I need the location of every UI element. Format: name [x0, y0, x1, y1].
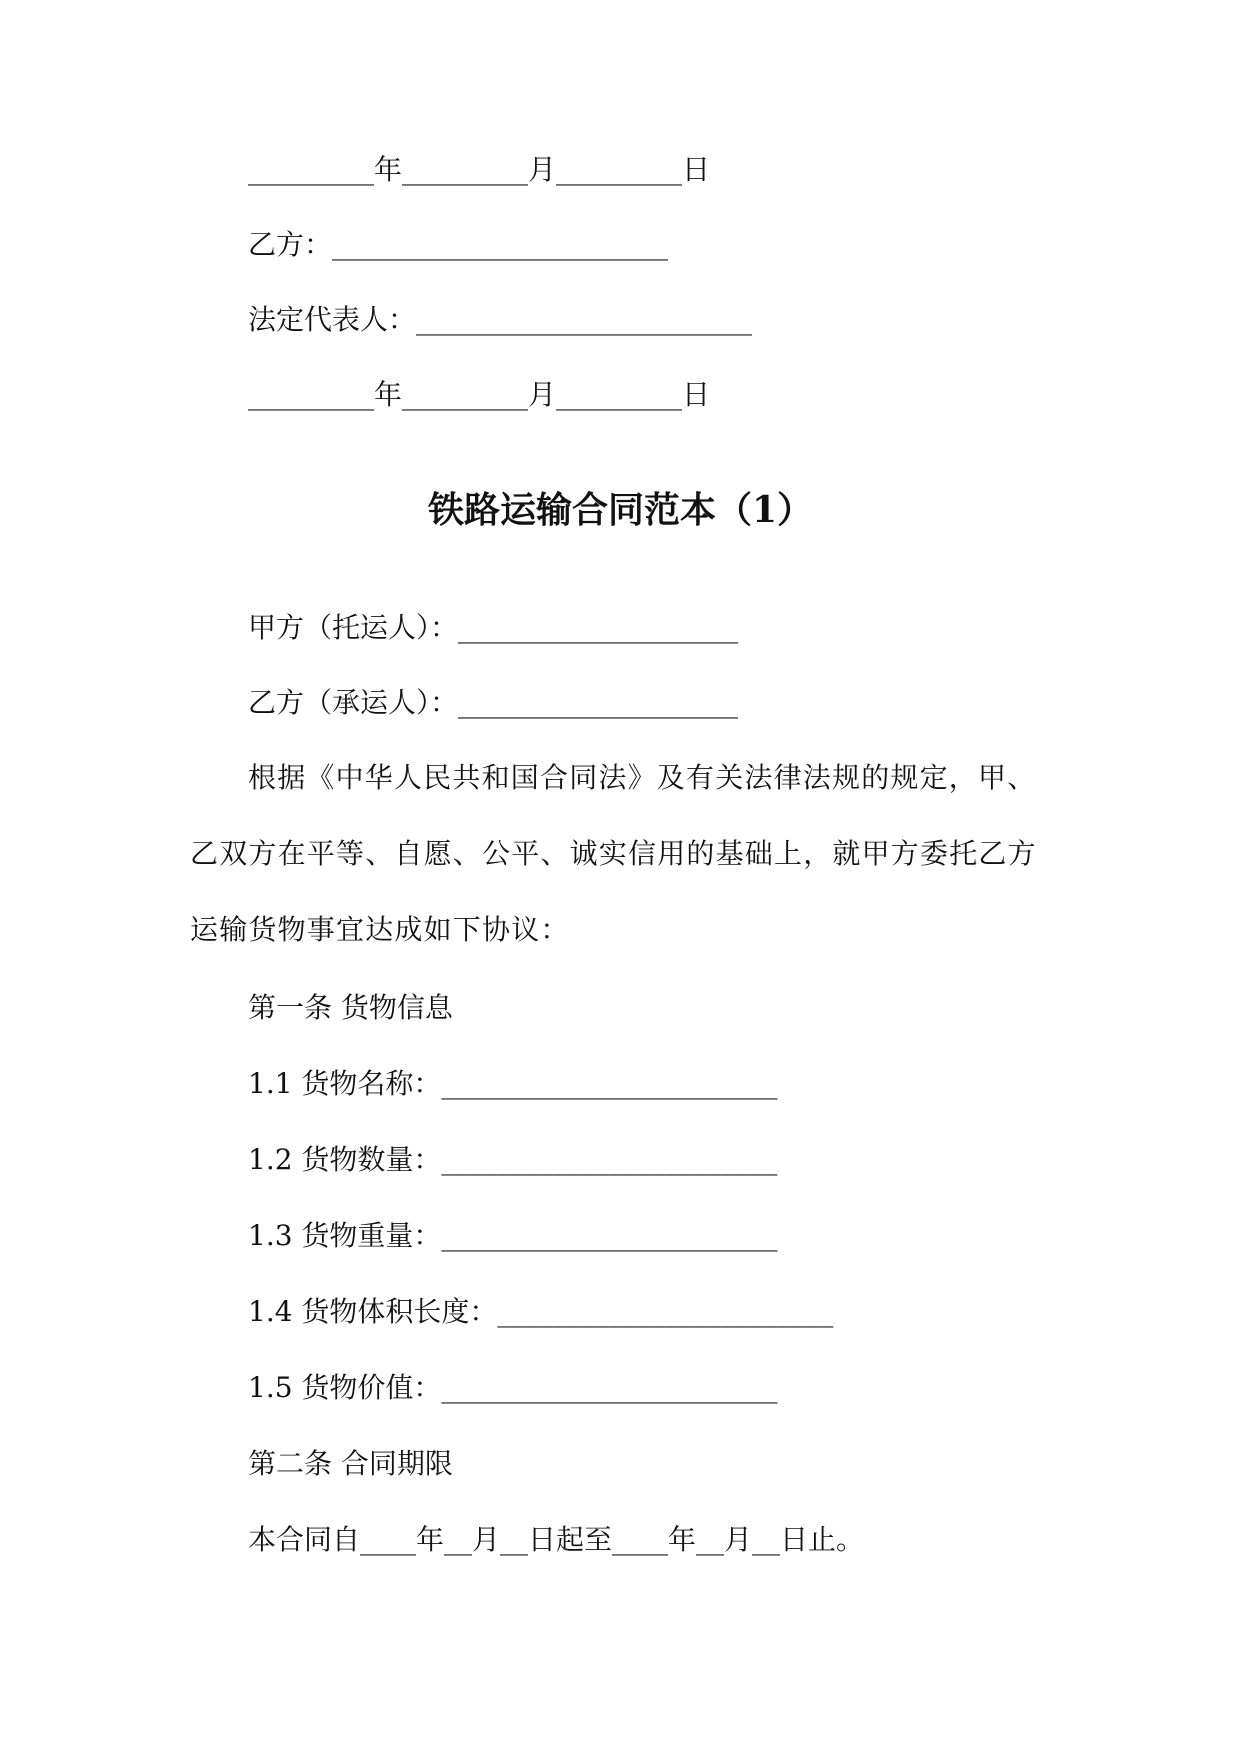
document-title: 铁路运输合同范本（1）	[427, 489, 814, 531]
article-1-item: 1.3 货物重量：________________________	[248, 1219, 778, 1252]
signature-date-line-2: _________年_________月_________日	[248, 378, 711, 411]
article-1-item: 1.2 货物数量：________________________	[248, 1143, 778, 1176]
article-2-heading: 第二条 合同期限	[248, 1447, 453, 1480]
article-2-text: 本合同自____年__月__日起至____年__月__日止。	[248, 1523, 865, 1556]
article-1-item: 1.1 货物名称：________________________	[248, 1067, 778, 1100]
party-b-signature-line: 乙方：________________________	[248, 228, 669, 261]
signature-date-line-1: _________年_________月_________日	[248, 153, 711, 186]
preamble-paragraph: 根据《中华人民共和国合同法》及有关法律法规的规定，甲、乙双方在平等、自愿、公平、诚实信用的基础上，就甲方委托乙方运输货物事宜达成如下协议：	[190, 761, 1037, 946]
legal-representative-line: 法定代表人：________________________	[248, 303, 753, 336]
party-b-line: 乙方（承运人）：____________________	[248, 686, 739, 719]
article-1-item: 1.5 货物价值：________________________	[248, 1371, 778, 1404]
party-a-line: 甲方（托运人）：____________________	[248, 611, 739, 644]
article-1-heading: 第一条 货物信息	[248, 991, 453, 1024]
article-1-item: 1.4 货物体积长度：________________________	[248, 1295, 834, 1328]
